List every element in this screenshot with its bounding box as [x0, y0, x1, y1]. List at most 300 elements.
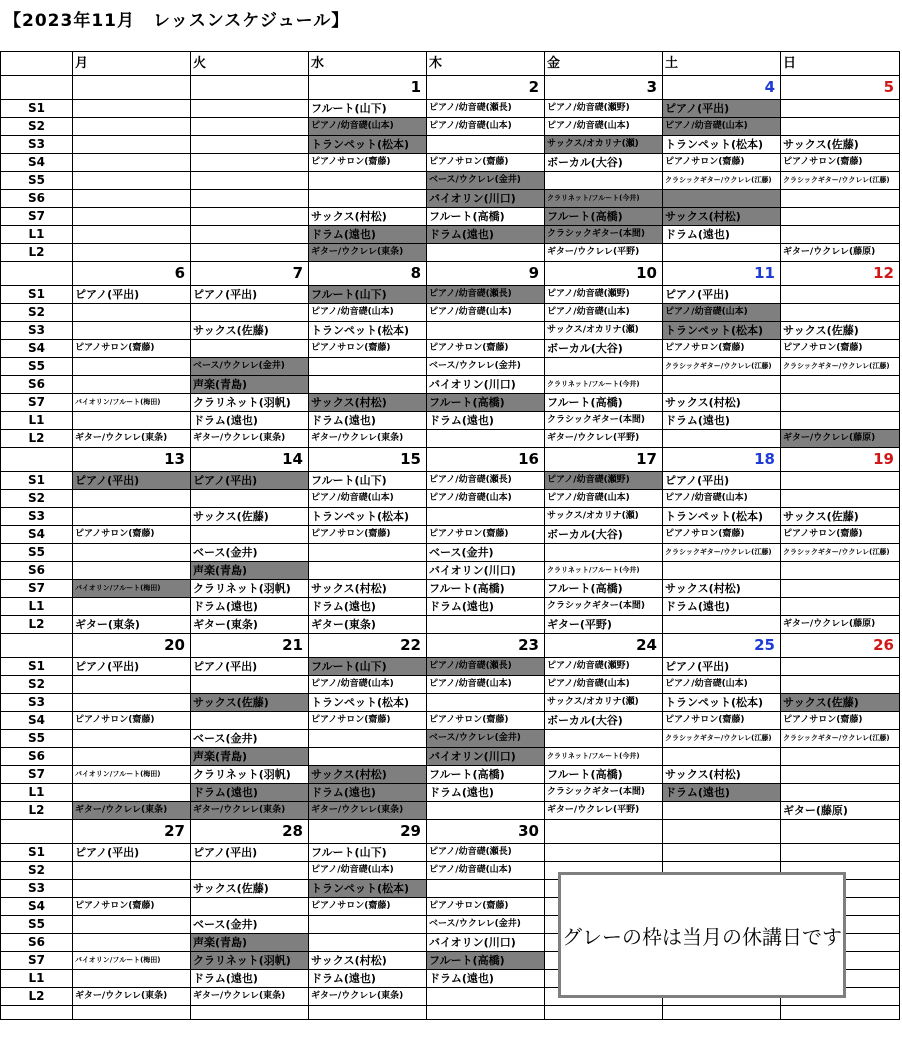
lesson-cell — [309, 544, 427, 562]
weekday-6: 日 — [781, 52, 900, 76]
table-row — [1, 730, 900, 748]
date-cell: 12 — [781, 262, 900, 286]
lesson-cell: サックス(佐藤) — [781, 322, 900, 340]
lesson-cell — [427, 508, 545, 526]
lesson-cell: クラリネット/フルート(今井) — [545, 562, 663, 580]
lesson-cell — [781, 100, 900, 118]
lesson-cell — [781, 226, 900, 244]
table-row — [1, 508, 900, 526]
lesson-cell: トランペット(松本) — [309, 508, 427, 526]
lesson-cell: フルート(山下) — [309, 286, 427, 304]
lesson-cell: ピアノ/幼音礎(山本) — [309, 862, 427, 880]
weekday-1: 火 — [191, 52, 309, 76]
lesson-cell — [73, 748, 191, 766]
lesson-cell — [545, 844, 663, 862]
lesson-cell: ピアノサロン(齋藤) — [663, 154, 781, 172]
empty-cell — [427, 1006, 545, 1020]
lesson-cell: ボーカル(大谷) — [545, 712, 663, 730]
lesson-cell — [781, 118, 900, 136]
table-row — [1, 472, 900, 490]
slot-label: S7 — [1, 580, 73, 598]
lesson-cell: クラシックギター/ウクレレ(江藤) — [663, 172, 781, 190]
lesson-cell: ピアノ(平出) — [73, 286, 191, 304]
lesson-cell — [663, 190, 781, 208]
lesson-cell: サックス(佐藤) — [191, 880, 309, 898]
lesson-cell — [663, 844, 781, 862]
slot-label: S3 — [1, 322, 73, 340]
lesson-cell: ドラム(遠也) — [427, 598, 545, 616]
lesson-cell: クラリネット(羽帆) — [191, 766, 309, 784]
lesson-cell: ドラム(遠也) — [309, 226, 427, 244]
empty-cell — [191, 1006, 309, 1020]
table-row — [1, 784, 900, 802]
lesson-cell: ピアノ(平出) — [73, 844, 191, 862]
slot-label: S3 — [1, 880, 73, 898]
date-cell: 20 — [73, 634, 191, 658]
lesson-cell: サックス(村松) — [663, 394, 781, 412]
lesson-cell — [781, 376, 900, 394]
lesson-cell: クラシックギター/ウクレレ(江藤) — [663, 358, 781, 376]
lesson-cell: クラリネット/フルート(今井) — [545, 748, 663, 766]
date-cell: 25 — [663, 634, 781, 658]
date-row-week-2 — [1, 262, 900, 286]
lesson-cell — [663, 616, 781, 634]
date-cell: 22 — [309, 634, 427, 658]
lesson-cell: サックス/オカリナ(瀬) — [545, 322, 663, 340]
slot-label: L1 — [1, 226, 73, 244]
lesson-cell: ドラム(遠也) — [427, 784, 545, 802]
slot-label: L1 — [1, 970, 73, 988]
empty-cell — [73, 1006, 191, 1020]
slot-label: S4 — [1, 712, 73, 730]
lesson-cell: サックス(村松) — [663, 580, 781, 598]
slot-label: S7 — [1, 208, 73, 226]
lesson-cell: 声楽(青島) — [191, 376, 309, 394]
table-row — [1, 766, 900, 784]
lesson-cell — [427, 430, 545, 448]
date-cell: 10 — [545, 262, 663, 286]
lesson-cell — [309, 730, 427, 748]
lesson-cell: フルート(高橋) — [545, 208, 663, 226]
lesson-cell — [73, 136, 191, 154]
table-row — [1, 340, 900, 358]
lesson-cell: ピアノ/幼音礎(瀬長) — [427, 100, 545, 118]
lesson-cell — [191, 154, 309, 172]
lesson-cell: ベース/ウクレレ(金井) — [427, 730, 545, 748]
empty-cell — [781, 1006, 900, 1020]
lesson-cell — [191, 172, 309, 190]
lesson-cell: バイオリン(川口) — [427, 562, 545, 580]
lesson-cell: ピアノ(平出) — [191, 286, 309, 304]
lesson-cell — [663, 748, 781, 766]
lesson-cell: ドラム(遠也) — [427, 970, 545, 988]
lesson-cell — [781, 784, 900, 802]
lesson-cell — [191, 490, 309, 508]
date-cell — [191, 76, 309, 100]
lesson-cell: ピアノ/幼音礎(山本) — [663, 118, 781, 136]
lesson-cell: ドラム(遠也) — [191, 412, 309, 430]
slot-label: S2 — [1, 490, 73, 508]
lesson-cell — [427, 322, 545, 340]
lesson-cell — [545, 730, 663, 748]
lesson-cell — [309, 190, 427, 208]
lesson-cell: ボーカル(大谷) — [545, 154, 663, 172]
lesson-cell: クラリネット/フルート(今井) — [545, 190, 663, 208]
date-row-label — [1, 448, 73, 472]
lesson-cell — [73, 862, 191, 880]
lesson-cell — [73, 100, 191, 118]
lesson-cell: ドラム(遠也) — [427, 412, 545, 430]
lesson-cell — [781, 472, 900, 490]
holiday-note: グレーの枠は当月の休講日です — [558, 872, 846, 998]
date-row-label — [1, 76, 73, 100]
date-cell: 8 — [309, 262, 427, 286]
lesson-cell: ピアノサロン(齋藤) — [427, 154, 545, 172]
lesson-cell: ドラム(遠也) — [663, 412, 781, 430]
lesson-cell — [73, 730, 191, 748]
lesson-cell: ピアノサロン(齋藤) — [663, 712, 781, 730]
lesson-cell: ピアノ/幼音礎(山本) — [309, 304, 427, 322]
lesson-cell: ピアノ/幼音礎(瀬野) — [545, 100, 663, 118]
table-row — [1, 244, 900, 262]
lesson-cell — [663, 376, 781, 394]
lesson-cell: ピアノ(平出) — [663, 472, 781, 490]
slot-label: S6 — [1, 934, 73, 952]
lesson-cell: ピアノ(平出) — [191, 844, 309, 862]
slot-label: S7 — [1, 394, 73, 412]
lesson-cell: バイオリン(川口) — [427, 376, 545, 394]
lesson-cell — [73, 118, 191, 136]
lesson-cell: バイオリン(川口) — [427, 934, 545, 952]
lesson-cell: トランペット(松本) — [663, 694, 781, 712]
lesson-cell — [191, 190, 309, 208]
lesson-cell — [191, 862, 309, 880]
lesson-cell: ピアノ/幼音礎(瀬野) — [545, 472, 663, 490]
slot-label: S6 — [1, 190, 73, 208]
lesson-cell: トランペット(松本) — [663, 508, 781, 526]
lesson-cell: ピアノ/幼音礎(山本) — [663, 676, 781, 694]
lesson-cell: ドラム(遠也) — [663, 226, 781, 244]
table-row — [1, 544, 900, 562]
lesson-cell: フルート(高橋) — [427, 394, 545, 412]
table-row — [1, 802, 900, 820]
lesson-cell: ピアノサロン(齋藤) — [427, 340, 545, 358]
lesson-cell — [73, 412, 191, 430]
slot-label: S1 — [1, 658, 73, 676]
slot-label: S2 — [1, 304, 73, 322]
lesson-cell — [427, 802, 545, 820]
lesson-cell: トランペット(松本) — [663, 136, 781, 154]
lesson-cell — [191, 676, 309, 694]
lesson-cell: サックス/オカリナ(瀬) — [545, 136, 663, 154]
lesson-cell: ピアノ(平出) — [73, 658, 191, 676]
lesson-cell: フルート(高橋) — [427, 580, 545, 598]
lesson-cell: フルート(高橋) — [545, 766, 663, 784]
slot-label: S6 — [1, 748, 73, 766]
lesson-cell: ギター/ウクレレ(東条) — [191, 802, 309, 820]
lesson-cell — [427, 244, 545, 262]
lesson-cell: クラシックギター(本間) — [545, 226, 663, 244]
lesson-cell — [309, 916, 427, 934]
lesson-cell: ギター(東条) — [73, 616, 191, 634]
table-row — [1, 712, 900, 730]
lesson-cell — [427, 136, 545, 154]
lesson-cell: ピアノサロン(齋藤) — [309, 340, 427, 358]
lesson-cell: ピアノ(平出) — [663, 100, 781, 118]
date-cell: 2 — [427, 76, 545, 100]
weekday-3: 木 — [427, 52, 545, 76]
lesson-cell: ピアノ/幼音礎(瀬野) — [545, 286, 663, 304]
lesson-cell: フルート(高橋) — [427, 208, 545, 226]
date-cell: 21 — [191, 634, 309, 658]
lesson-cell: ドラム(遠也) — [309, 412, 427, 430]
date-cell: 19 — [781, 448, 900, 472]
date-cell: 23 — [427, 634, 545, 658]
lesson-cell: バイオリン(川口) — [427, 748, 545, 766]
lesson-cell — [781, 766, 900, 784]
table-row — [1, 358, 900, 376]
empty-cell — [309, 1006, 427, 1020]
table-row — [1, 526, 900, 544]
table-row — [1, 844, 900, 862]
date-cell: 14 — [191, 448, 309, 472]
lesson-cell: サックス(村松) — [663, 208, 781, 226]
table-row — [1, 676, 900, 694]
date-row-week-5 — [1, 820, 900, 844]
lesson-cell: ドラム(遠也) — [309, 970, 427, 988]
lesson-cell: ベース/ウクレレ(金井) — [427, 916, 545, 934]
lesson-cell: ベース/ウクレレ(金井) — [191, 358, 309, 376]
lesson-cell: クラシックギター/ウクレレ(江藤) — [781, 358, 900, 376]
lesson-cell: サックス(佐藤) — [781, 136, 900, 154]
lesson-cell: クラシックギター/ウクレレ(江藤) — [663, 730, 781, 748]
lesson-cell: ベース/ウクレレ(金井) — [427, 358, 545, 376]
lesson-cell: ベース/ウクレレ(金井) — [427, 172, 545, 190]
lesson-cell: ドラム(遠也) — [309, 784, 427, 802]
table-row — [1, 616, 900, 634]
date-cell — [781, 820, 900, 844]
slot-label: S5 — [1, 544, 73, 562]
slot-label: S1 — [1, 844, 73, 862]
slot-label: S4 — [1, 340, 73, 358]
date-cell: 13 — [73, 448, 191, 472]
lesson-cell: ピアノサロン(齋藤) — [309, 154, 427, 172]
date-cell: 7 — [191, 262, 309, 286]
lesson-cell: トランペット(松本) — [309, 136, 427, 154]
lesson-cell: クラシックギター/ウクレレ(江藤) — [781, 544, 900, 562]
lesson-cell — [781, 658, 900, 676]
lesson-cell — [191, 226, 309, 244]
lesson-cell: ボーカル(大谷) — [545, 526, 663, 544]
lesson-cell: ドラム(遠也) — [309, 598, 427, 616]
table-row — [1, 172, 900, 190]
date-row-week-3 — [1, 448, 900, 472]
lesson-cell: ドラム(遠也) — [427, 226, 545, 244]
lesson-cell — [309, 562, 427, 580]
slot-label: L1 — [1, 598, 73, 616]
slot-label: S3 — [1, 694, 73, 712]
lesson-cell — [781, 676, 900, 694]
table-row — [1, 562, 900, 580]
table-row — [1, 394, 900, 412]
lesson-cell — [73, 970, 191, 988]
table-row — [1, 226, 900, 244]
lesson-cell — [191, 304, 309, 322]
lesson-cell — [427, 694, 545, 712]
lesson-cell: ピアノサロン(齋藤) — [781, 526, 900, 544]
table-row — [1, 322, 900, 340]
slot-label: S1 — [1, 472, 73, 490]
slot-label: S2 — [1, 118, 73, 136]
lesson-cell — [73, 508, 191, 526]
lesson-cell: ドラム(遠也) — [191, 784, 309, 802]
lesson-cell: ピアノ/幼音礎(山本) — [663, 490, 781, 508]
slot-label: S4 — [1, 526, 73, 544]
lesson-cell: クラリネット/フルート(今井) — [545, 376, 663, 394]
lesson-cell: フルート(高橋) — [545, 580, 663, 598]
lesson-cell — [73, 916, 191, 934]
lesson-cell: ドラム(遠也) — [191, 970, 309, 988]
lesson-cell: ピアノサロン(齋藤) — [73, 712, 191, 730]
weekday-2: 水 — [309, 52, 427, 76]
lesson-cell: ピアノ(平出) — [663, 658, 781, 676]
lesson-cell: ギター/ウクレレ(藤原) — [781, 244, 900, 262]
lesson-cell: ドラム(遠也) — [663, 784, 781, 802]
lesson-cell: ピアノ/幼音礎(山本) — [309, 676, 427, 694]
lesson-cell: ピアノサロン(齋藤) — [427, 712, 545, 730]
lesson-cell — [309, 934, 427, 952]
slot-label: S2 — [1, 862, 73, 880]
lesson-cell: サックス(村松) — [309, 208, 427, 226]
lesson-cell: ギター/ウクレレ(東条) — [191, 430, 309, 448]
weekday-header-row — [1, 52, 900, 76]
table-row — [1, 430, 900, 448]
lesson-cell — [73, 490, 191, 508]
lesson-cell: ベース(金井) — [191, 544, 309, 562]
lesson-cell: サックス(村松) — [309, 766, 427, 784]
lesson-cell: フルート(山下) — [309, 472, 427, 490]
lesson-cell — [73, 598, 191, 616]
weekday-0: 月 — [73, 52, 191, 76]
lesson-cell — [663, 802, 781, 820]
lesson-cell: ピアノサロン(齋藤) — [427, 898, 545, 916]
slot-label: L2 — [1, 244, 73, 262]
lesson-cell: バイオリン/フルート(梅田) — [73, 394, 191, 412]
lesson-cell — [781, 208, 900, 226]
lesson-cell: バイオリン/フルート(梅田) — [73, 952, 191, 970]
date-cell: 27 — [73, 820, 191, 844]
lesson-cell: クラリネット(羽帆) — [191, 394, 309, 412]
lesson-cell: トランペット(松本) — [309, 694, 427, 712]
lesson-cell: ギター/ウクレレ(平野) — [545, 244, 663, 262]
lesson-cell: クラシックギター(本間) — [545, 412, 663, 430]
lesson-cell: ピアノサロン(齋藤) — [309, 898, 427, 916]
date-cell — [663, 820, 781, 844]
lesson-cell — [191, 340, 309, 358]
lesson-cell: ピアノ/幼音礎(山本) — [427, 118, 545, 136]
lesson-cell: サックス(村松) — [309, 394, 427, 412]
lesson-cell: ベース(金井) — [191, 730, 309, 748]
lesson-cell: クラシックギター(本間) — [545, 784, 663, 802]
lesson-cell: バイオリン(川口) — [427, 190, 545, 208]
lesson-cell: フルート(山下) — [309, 844, 427, 862]
lesson-cell: バイオリン/フルート(梅田) — [73, 766, 191, 784]
slot-label: S5 — [1, 916, 73, 934]
date-cell — [73, 76, 191, 100]
lesson-cell: ピアノ(平出) — [73, 472, 191, 490]
lesson-cell: クラシックギター/ウクレレ(江藤) — [781, 730, 900, 748]
empty-cell — [663, 1006, 781, 1020]
lesson-cell — [545, 544, 663, 562]
date-cell: 30 — [427, 820, 545, 844]
lesson-cell — [73, 208, 191, 226]
lesson-cell — [545, 172, 663, 190]
lesson-cell: クラリネット(羽帆) — [191, 580, 309, 598]
lesson-cell: ギター(東条) — [309, 616, 427, 634]
lesson-cell: ピアノ/幼音礎(山本) — [427, 862, 545, 880]
lesson-cell: 声楽(青島) — [191, 934, 309, 952]
lesson-cell: ピアノ/幼音礎(瀬野) — [545, 658, 663, 676]
lesson-cell — [427, 616, 545, 634]
lesson-cell: ピアノ(平出) — [663, 286, 781, 304]
lesson-cell — [73, 880, 191, 898]
slot-label: L2 — [1, 616, 73, 634]
date-cell: 5 — [781, 76, 900, 100]
lesson-cell — [191, 244, 309, 262]
lesson-cell: トランペット(松本) — [309, 322, 427, 340]
lesson-cell: サックス(佐藤) — [191, 508, 309, 526]
lesson-cell: サックス/オカリナ(瀬) — [545, 508, 663, 526]
lesson-cell: ボーカル(大谷) — [545, 340, 663, 358]
table-row — [1, 208, 900, 226]
date-cell: 11 — [663, 262, 781, 286]
slot-label: S4 — [1, 154, 73, 172]
lesson-cell: ギター/ウクレレ(東条) — [309, 244, 427, 262]
table-row — [1, 694, 900, 712]
slot-label: S2 — [1, 676, 73, 694]
table-row — [1, 154, 900, 172]
lesson-cell — [73, 358, 191, 376]
lesson-cell — [191, 136, 309, 154]
lesson-cell: サックス(佐藤) — [191, 322, 309, 340]
lesson-cell — [73, 694, 191, 712]
weekday-4: 金 — [545, 52, 663, 76]
table-row — [1, 580, 900, 598]
lesson-cell: トランペット(松本) — [309, 880, 427, 898]
date-cell: 28 — [191, 820, 309, 844]
lesson-cell: ピアノサロン(齋藤) — [73, 898, 191, 916]
date-cell: 24 — [545, 634, 663, 658]
lesson-cell — [781, 412, 900, 430]
lesson-cell: サックス(佐藤) — [191, 694, 309, 712]
lesson-cell: クラリネット(羽帆) — [191, 952, 309, 970]
lesson-cell — [73, 154, 191, 172]
date-cell: 15 — [309, 448, 427, 472]
lesson-cell: ピアノ(平出) — [191, 472, 309, 490]
slot-label: S7 — [1, 766, 73, 784]
lesson-cell: ピアノサロン(齋藤) — [427, 526, 545, 544]
lesson-cell — [781, 748, 900, 766]
lesson-cell — [663, 430, 781, 448]
lesson-cell: フルート(山下) — [309, 658, 427, 676]
lesson-cell — [309, 172, 427, 190]
date-cell: 9 — [427, 262, 545, 286]
lesson-cell: ギター/ウクレレ(平野) — [545, 802, 663, 820]
table-row — [1, 490, 900, 508]
date-cell: 26 — [781, 634, 900, 658]
lesson-cell — [781, 304, 900, 322]
lesson-cell: ベース(金井) — [427, 544, 545, 562]
